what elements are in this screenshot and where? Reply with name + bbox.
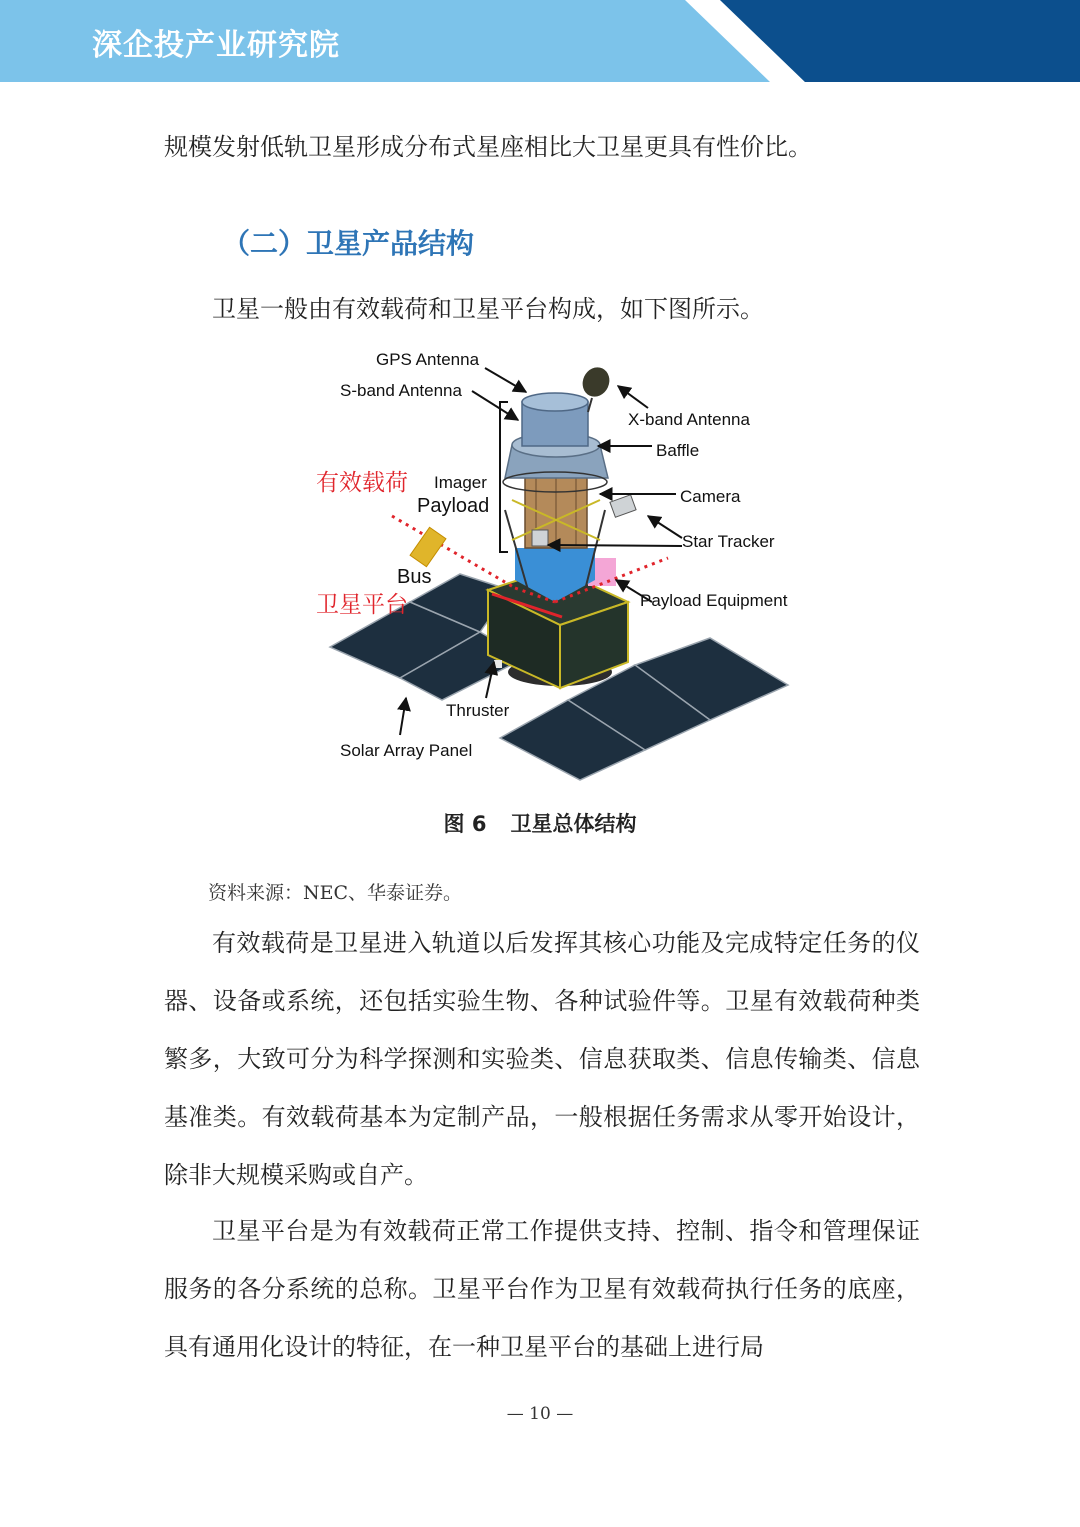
section-title: （二）卫星产品结构 (222, 227, 475, 260)
label-payload: Payload (417, 495, 490, 517)
paragraph-platform: 卫星平台是为有效载荷正常工作提供支持、控制、指令和管理保证服务的各分系统的总称。卫星平台作为卫星有效载荷执行任务的底座，具有通用化设计的特征，在一种卫星平台的基础上进行局 (164, 1217, 920, 1361)
lead-line: 卫星一般由有效载荷和卫星平台构成，如下图所示。 (212, 295, 764, 323)
label-star-tracker: Star Tracker (682, 532, 775, 551)
label-baffle: Baffle (656, 441, 700, 460)
figure-number: 图 6 (443, 812, 487, 836)
label-s-band-antenna: S-band Antenna (340, 381, 462, 400)
label-x-band-antenna: X-band Antenna (628, 410, 750, 429)
figure-source: 资料来源：NEC、华泰证券。 (208, 882, 463, 904)
x-band-dish (578, 363, 614, 401)
page-header (0, 0, 1080, 82)
label-gps-antenna: GPS Antenna (376, 350, 480, 369)
separator-marker (410, 527, 446, 566)
figure-caption (0, 808, 1080, 838)
label-payload-cn: 有效载荷 (316, 470, 408, 496)
page-number: — 10 — (506, 1404, 574, 1424)
label-bus: Bus (397, 566, 432, 588)
header-org-name: 深企投产业研究院 (92, 28, 340, 63)
label-imager: Imager (434, 473, 487, 492)
intro-line: 规模发射低轨卫星形成分布式星座相比大卫星更具有性价比。 (164, 133, 812, 161)
paragraph-payload: 有效载荷是卫星进入轨道以后发挥其核心功能及完成特定任务的仪器、设备或系统，还包括实验生物、各种试验件等。卫星有效载荷种类繁多，大致可分为科学探测和实验类、信息获取类、信息传输类、信息基准类。有效载荷基本为定制产品，一般根据任务需求从零开始设计，除非大规模采购或自产。 (164, 929, 920, 1189)
label-solar-array-panel: Solar Array Panel (340, 741, 473, 760)
label-thruster: Thruster (446, 701, 510, 720)
label-payload-equipment: Payload Equipment (640, 591, 788, 610)
figure-title: 卫星总体结构 (510, 812, 637, 836)
label-camera: Camera (680, 487, 741, 506)
satellite-structure-figure (300, 340, 820, 790)
label-platform-cn: 卫星平台 (316, 592, 408, 618)
